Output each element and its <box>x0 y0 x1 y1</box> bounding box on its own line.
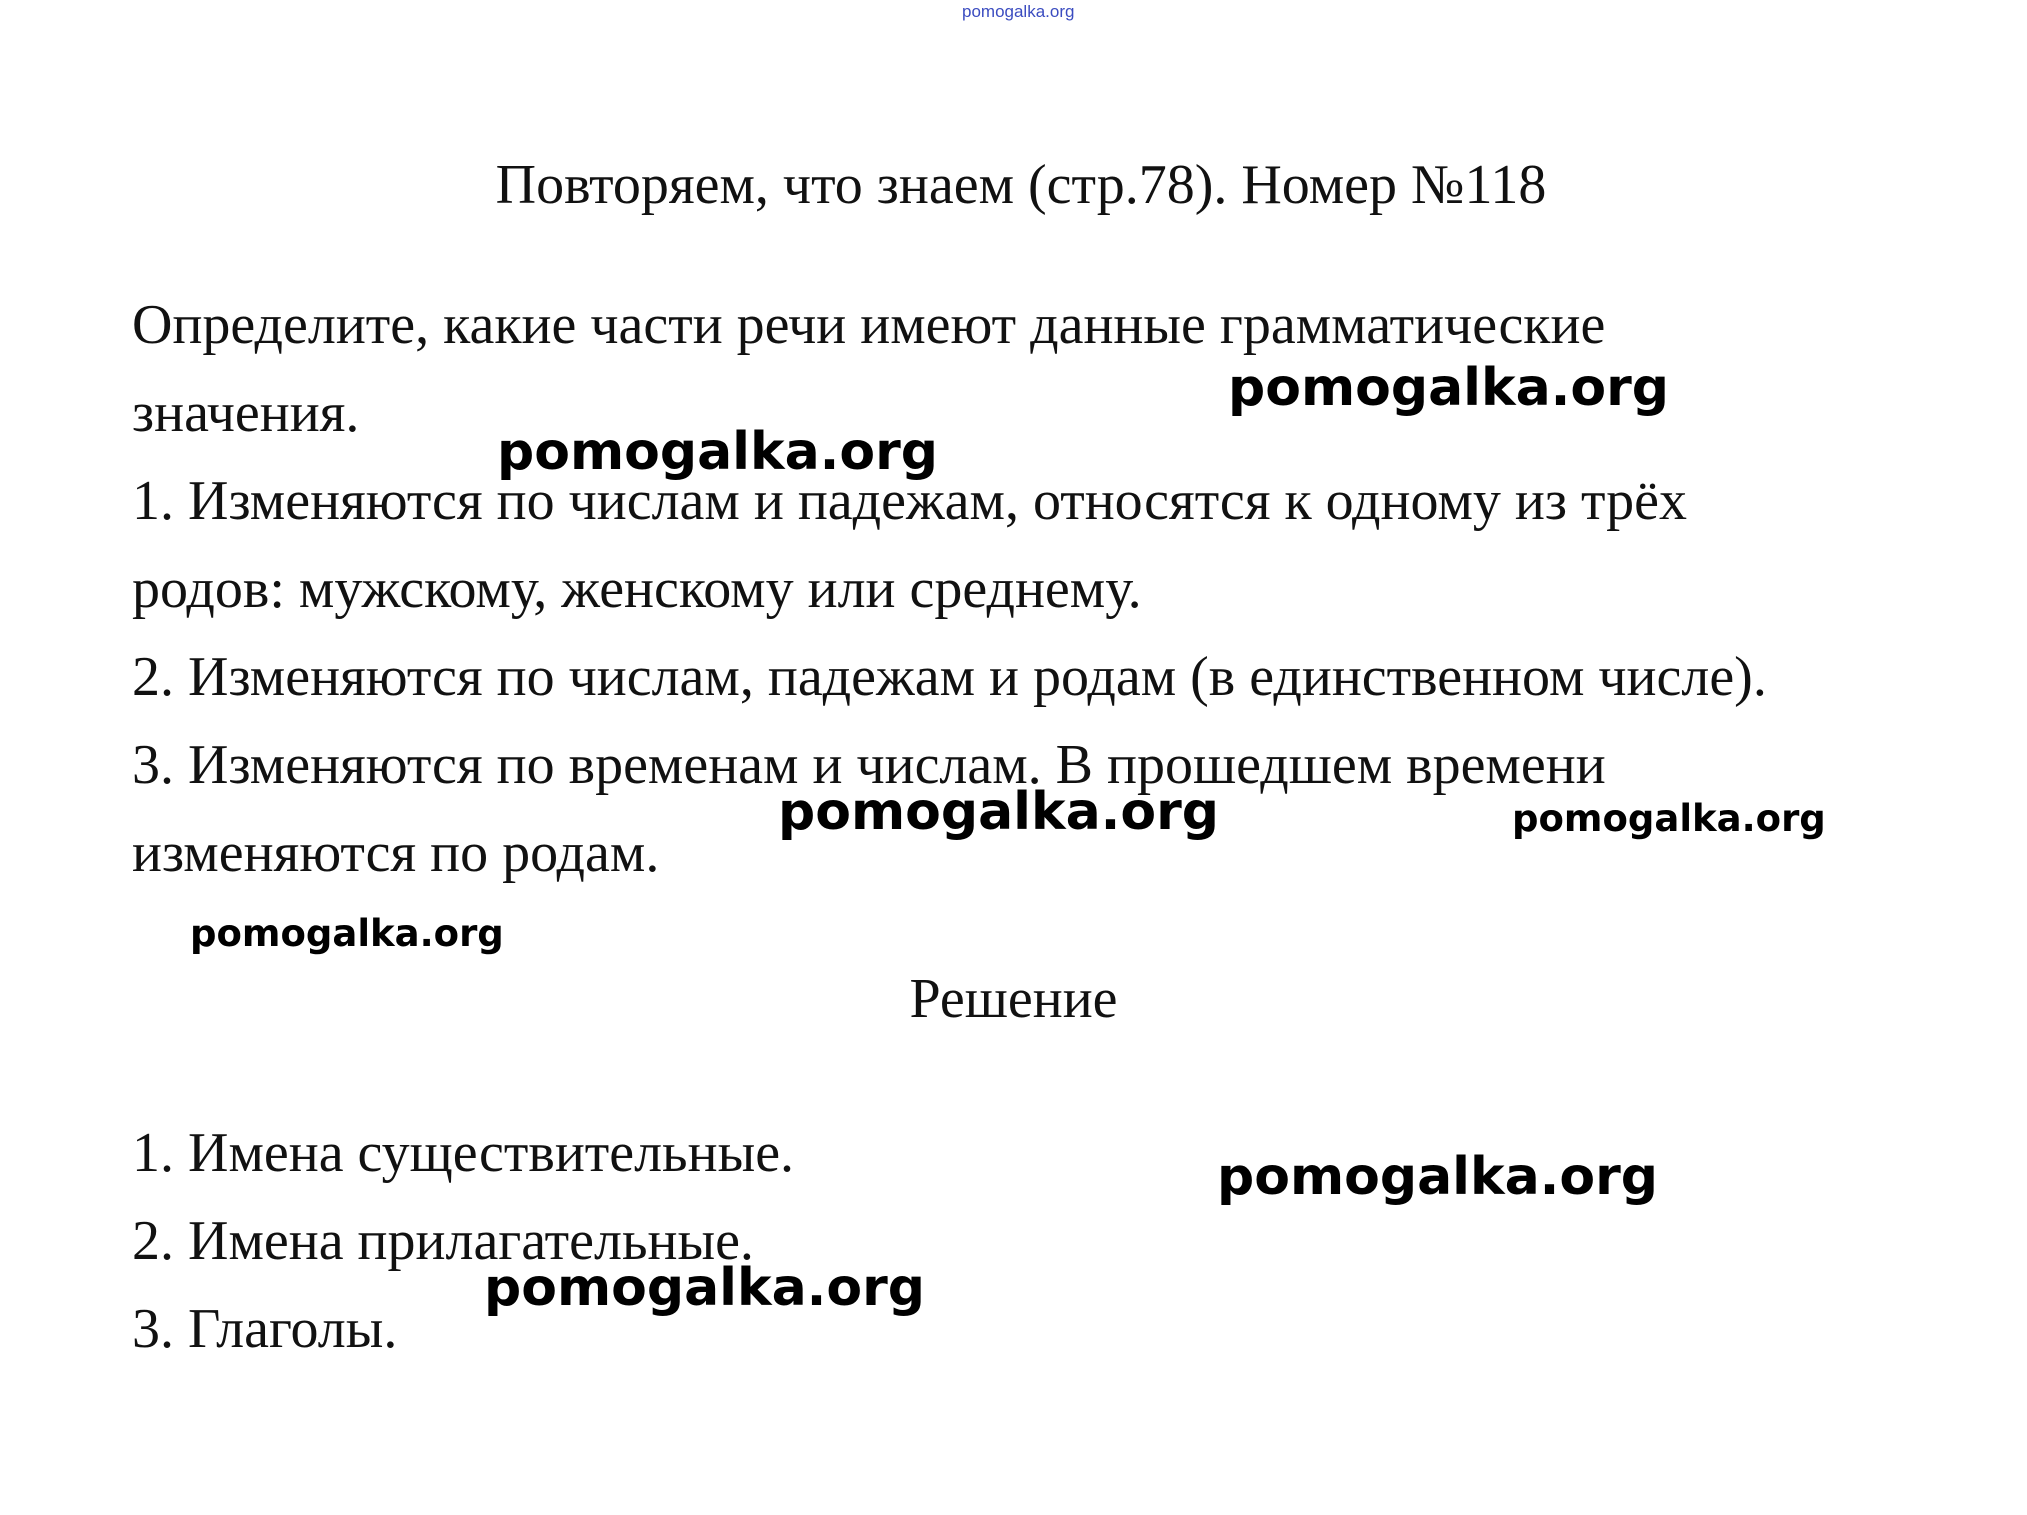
task-line: изменяются по родам. <box>132 822 660 884</box>
answer-line: 2. Имена прилагательные. <box>132 1210 754 1272</box>
top-watermark: pomogalka.org <box>962 2 1075 21</box>
watermark: pomogalka.org <box>497 422 939 482</box>
watermark: pomogalka.org <box>1512 797 1826 840</box>
page-title: Повторяем, что знаем (стр.78). Номер №118 <box>495 154 1547 216</box>
watermark: pomogalka.org <box>190 912 504 955</box>
watermark: pomogalka.org <box>1217 1147 1659 1207</box>
watermark: pomogalka.org <box>778 782 1220 842</box>
solution-heading: Решение <box>909 968 1118 1030</box>
answer-line: 3. Глаголы. <box>132 1298 398 1360</box>
task-line: Определите, какие части речи имеют данные грамматические <box>132 294 1606 356</box>
task-line: родов: мужскому, женскому или среднему. <box>132 558 1142 620</box>
task-line: 1. Изменяются по числам и падежам, относятся к одному из трёх <box>132 470 1687 532</box>
watermark: pomogalka.org <box>484 1258 926 1318</box>
watermark: pomogalka.org <box>1228 358 1670 418</box>
task-line: значения. <box>132 382 360 444</box>
task-line: 3. Изменяются по временам и числам. В прошедшем времени <box>132 734 1606 796</box>
task-line: 2. Изменяются по числам, падежам и родам (в единственном числе). <box>132 646 1767 708</box>
answer-line: 1. Имена существительные. <box>132 1122 795 1184</box>
